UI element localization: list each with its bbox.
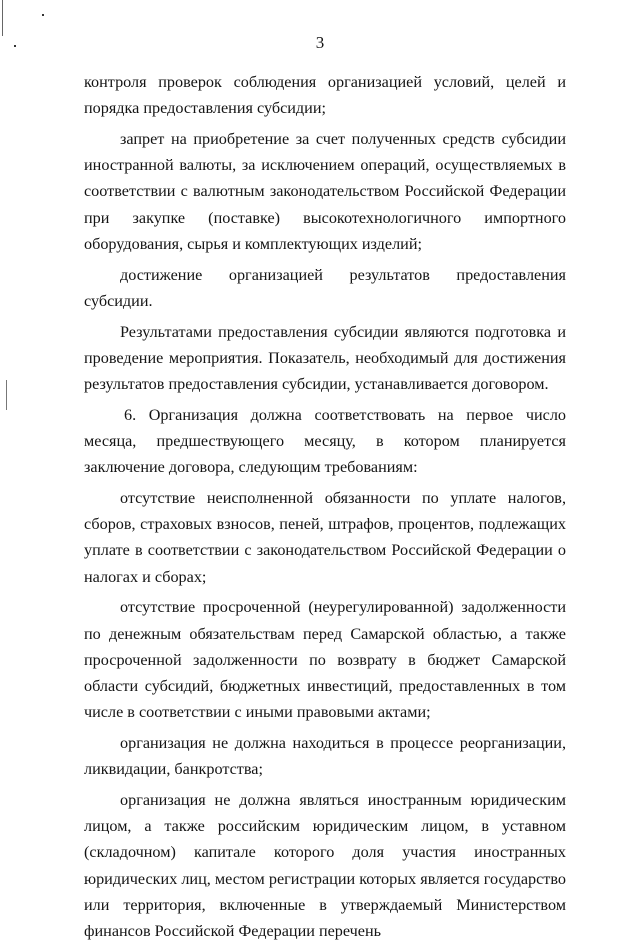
document-body	[84, 69, 566, 949]
paragraph: организация не должна находиться в процессе реорганизации, ликвидации, банкротства;	[84, 734, 566, 779]
paragraph: Результатами предоставления субсидии являются подготовка и проведение мероприятия. Показатель, необходимый для достижения результатов предоставления субсидии, устанавливается договором.	[84, 322, 566, 394]
section-paragraph: 6. Организация должна соответствовать на первое число месяца, предшествующего месяцу, в котором планируется заключение договора, следующим требованиям:	[84, 405, 566, 477]
page-number: 3	[315, 33, 325, 52]
paragraph: отсутствие просроченной (неурегулированной) задолженности по денежным обязательствам перед Самарской областью, а также просроченной задолженности по возврату в бюджет Самарской области субсидий, бюджетных инвестиций, предоставленных в том числе в соответствии с иными правовыми актами;	[84, 598, 566, 722]
paragraph: достижение организацией результатов предоставления субсидии.	[84, 265, 566, 310]
paragraph: организация не должна являться иностранным юридическим лицом, а также российским юридическим лицом, в уставном (складочном) капитале которого доля участия иностранных юридических лиц, местом регистрации которых является государство или территория, включенные в утверждаемый Министерством финансов Российской Федерации перечень	[84, 791, 566, 941]
paragraph: контроля проверок соблюдения организацией условий, целей и порядка предоставления субсидии;	[84, 73, 566, 118]
scan-artifact-line	[6, 380, 7, 410]
paragraph: запрет на приобретение за счет полученных средств субсидии иностранной валюты, за исключением операций, осуществляемых в соответствии с валютным законодательством Российской Федерации при закупке (поставке) высокотехнологичного импортного оборудования, сырья и комплектующих изделий;	[84, 130, 566, 253]
paragraph: отсутствие неисполненной обязанности по уплате налогов, сборов, страховых взносов, пеней, штрафов, процентов, подлежащих уплате в соответствии с законодательством Российской Федерации о налогах и сборах;	[84, 489, 566, 586]
scan-artifact-line	[2, 0, 3, 36]
scan-artifact-dot	[42, 14, 44, 16]
